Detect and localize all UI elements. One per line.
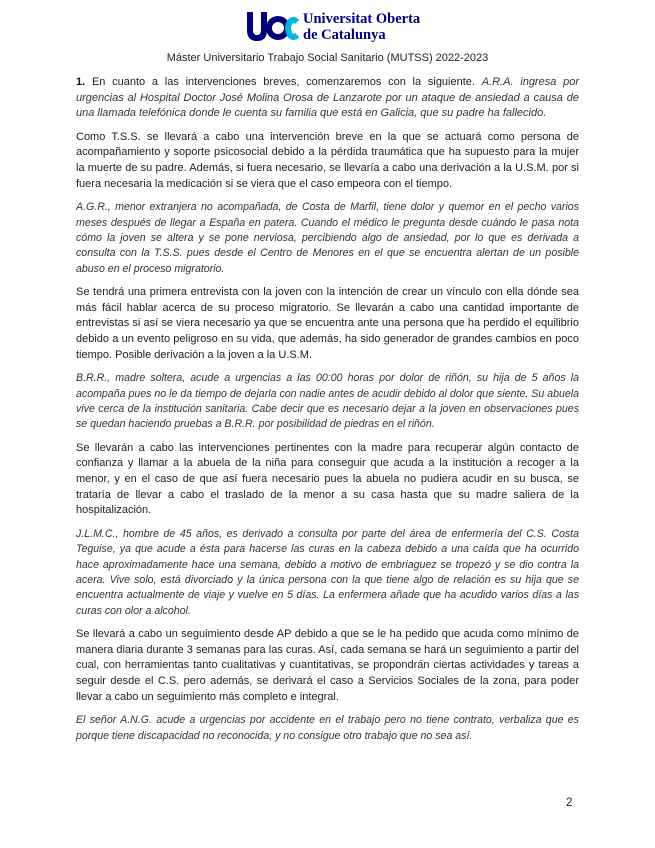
page-header — [0, 8, 655, 50]
case-description-3: B.R.R., madre soltera, acude a urgencias a las 00:00 horas por dolor de riñón, su hija de 5 años la acompaña pues no le da tiempo de dejarla con nadie antes de acudir debido al dolor que siente. Su abuela vive cerca de la institución sanitaria. Cabe decir que es necesario dejar a la joven en observaciones pues se quedan haciendo pruebas a B.R.R. por posibilidad de piedras en el riñón. — [76, 372, 579, 431]
logo-line-1: Universitat Oberta — [303, 11, 421, 27]
case-description-2: A.G.R., menor extranjera no acompañada, de Costa de Marfil, tiene dolor y quemor en el pecho varios meses después de llegar a España en patera. Cuando el médico le pregunta desde cuándo le pasa nota cómo la joven se altera y se pone nerviosa, percibiendo algo de ansiedad, por lo que es derivada a consulta con la T.S.S. pues desde el Centro de Menores en el que se encuentra alertan de un posible abuso en el proceso migratorio. — [76, 201, 579, 275]
uoc-logo-text — [303, 11, 420, 43]
logo-line-2: de Catalunya — [303, 27, 386, 43]
uoc-logo-mark — [245, 10, 299, 44]
case-description-1: A.R.A. ingresa por urgencias al Hospital Doctor José Molina Orosa de Lanzarote por un ataque de ansiedad a causa de una llamada telefónica donde le cuenta su familia que está en Galicia, que su padre ha fallecido. — [76, 76, 579, 120]
uoc-logo — [245, 8, 421, 48]
case-description-4: J.L.M.C., hombre de 45 años, es derivado a consulta por parte del área de enfermería del C.S. Costa Teguise, ya que acude a ésta para hacerse las curas en la cabeza debido a una caída que ha ocurrido hace aproximadamente hace una semana, debido a motivo de embriaguez se tropezó y se dio contra la acera. Vive solo, está divorciado y la única persona con la que tiene algo de relación es su hija que se encuentra actualmente de viaje y vuelve en 5 días. La enfermera añade que ha acudido varios días a las curas con olor a alcohol. — [76, 527, 579, 617]
intervention-paragraph-4: Se llevará a cabo un seguimiento desde AP debido a que se le ha pedido que acuda como mínimo de manera diaria durante 3 semanas para las curas. Así, cada semana se hará un seguimiento a partir del cual, con herramientas tanto cualitativas y cuantitativas, se propondrán ciertas actividades y tareas a seguir desde el C.S. pero además, se derivará el caso a Servicios Sociales de la zona, para poder llevar a cabo un seguimiento más completo e integral. — [76, 628, 579, 703]
intervention-paragraph-3: Se llevarán a cabo las intervenciones pertinentes con la madre para recuperar algún contacto de confianza y llamar a la abuela de la niña para conseguir que acuda a la institución a recoger a la menor, y en el caso de que así fuera necesario pues la abuela no pudiera acudir en su busca, se trataría de llevar a cabo el traslado de la menor a su casa hasta que su madre saliera de la hospitalización. — [76, 441, 579, 517]
document-body — [76, 75, 579, 752]
section-number: 1. — [76, 76, 86, 88]
paragraph-1 — [76, 75, 579, 122]
intervention-paragraph-2: Se tendrá una primera entrevista con la joven con la intención de crear un vínculo con ella dónde sea más fácil hablar acerca de su proceso migratorio. Se llevarán a cabo una cantidad importante de entrevistas si así se viera necesario ya que se encuentra ante una persona que ha perdido el equilibrio debido a un evento peligroso en su vida, que además, ha sido generador de grandes cambios en poco tiempo. Posible derivación a la joven a la U.S.M. — [76, 286, 579, 361]
intervention-paragraph-1: Como T.S.S. se llevará a cabo una intervención breve en la que se actuará como persona de acompañamiento y soporte psicosocial debido a la pérdida traumática que ha supuesto para la mujer la muerte de su padre. Además, si fuera necesario, se llevaría a cabo una derivación a la U.S.M. por si fuera necesaria la medicación si se viera que el caso empeora con el tiempo. — [76, 130, 579, 190]
page-number: 2 — [566, 797, 573, 809]
document-subtitle: Máster Universitario Trabajo Social Sanitario (MUTSS) 2022-2023 — [166, 52, 489, 64]
case-description-5: El señor A.N.G. acude a urgencias por accidente en el trabajo pero no tiene contrato, verbaliza que es porque tiene discapacidad no reconocida, y no consigue otro trabajo que no sea así. — [76, 714, 579, 742]
intro-text: En cuanto a las intervenciones breves, comenzaremos con la siguiente. — [85, 76, 482, 88]
